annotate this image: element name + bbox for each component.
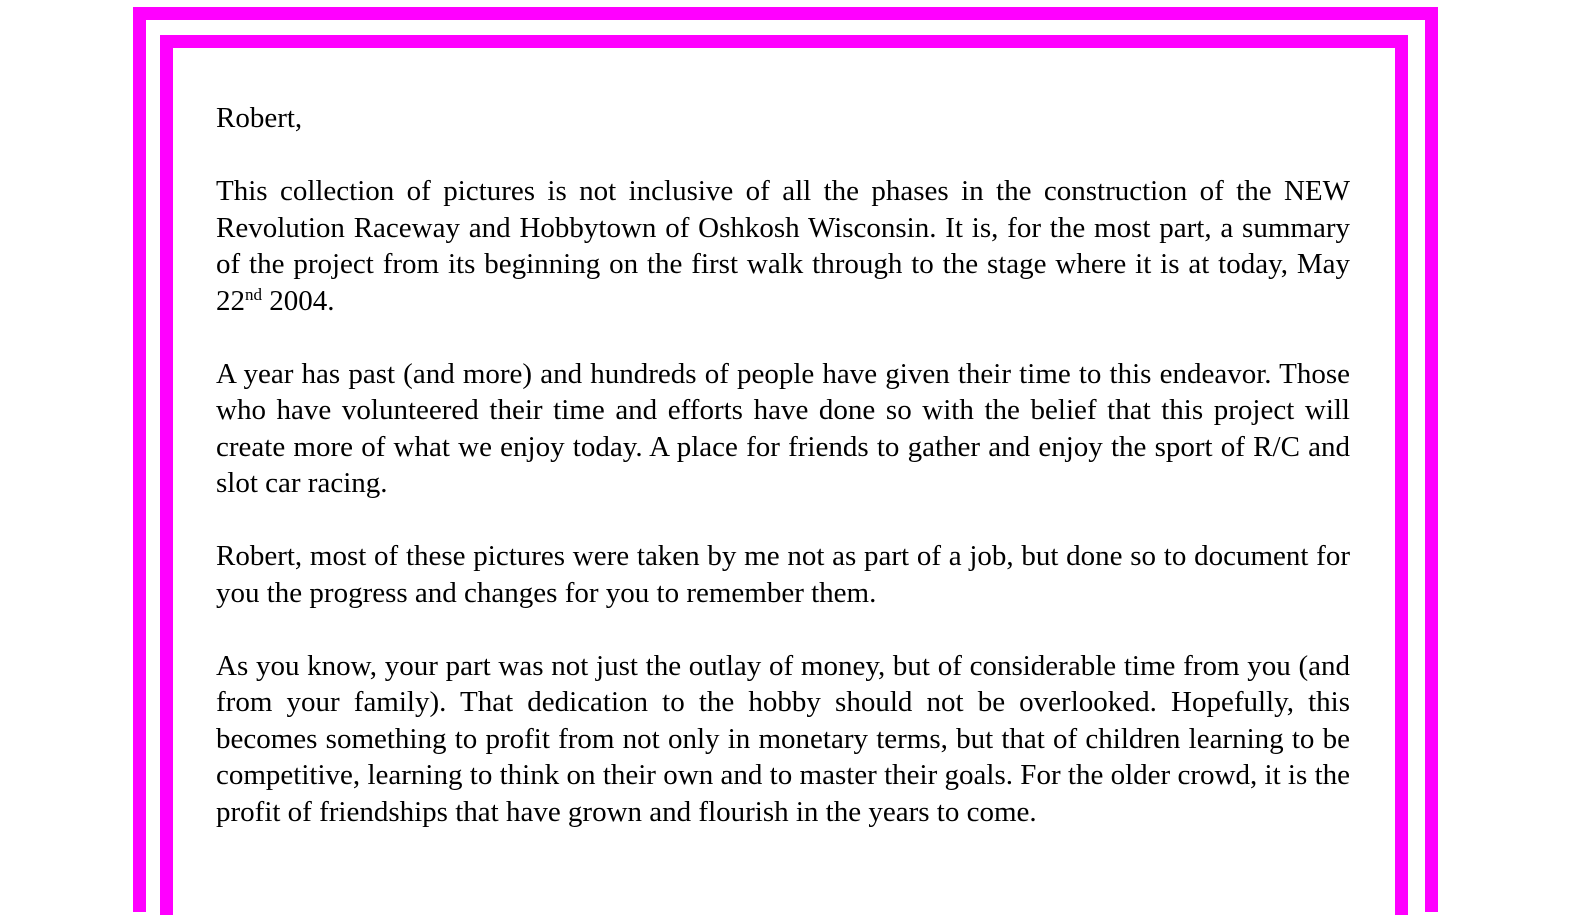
letter-paragraph-3: Robert, most of these pictures were taken by me not as part of a job, but done so to document for you the progress and changes for you to remember them. [216, 540, 1350, 609]
date-ordinal-suffix: nd [245, 284, 262, 304]
paragraph-1-year: 2004. [262, 284, 335, 317]
letter-paragraph-4: As you know, your part was not just the outlay of money, but of considerable time from you (and from your family). That dedication to the hobby should not be overlooked. Hopefully, this becomes something to profit from not only in monetary terms, but that of children learning to be competitive, learning to think on their own and to master their goals. For the older crowd, it is the profit of friendships that have grown and flourish in the years to come. [216, 649, 1350, 828]
paragraph-1-text: This collection of pictures is not inclusive of all the phases in the construction of the NEW Revolution Raceway and Hobbytown of Oshkosh Wisconsin. It is, for the most part, a summary of the project from its beginning on the first walk through to the stage where it is at today, May 22 [216, 175, 1350, 317]
letter-paragraph-2: A year has past (and more) and hundreds of people have given their time to this endeavor. Those who have volunteered their time and efforts have done so with the belief that this project will create more of what we enjoy today. A place for friends to gather and enjoy the sport of R/C and slot car racing. [216, 357, 1350, 499]
letter-salutation: Robert, [216, 102, 303, 134]
letter-body [216, 100, 1350, 867]
letter-paragraph-1 [216, 173, 1350, 319]
